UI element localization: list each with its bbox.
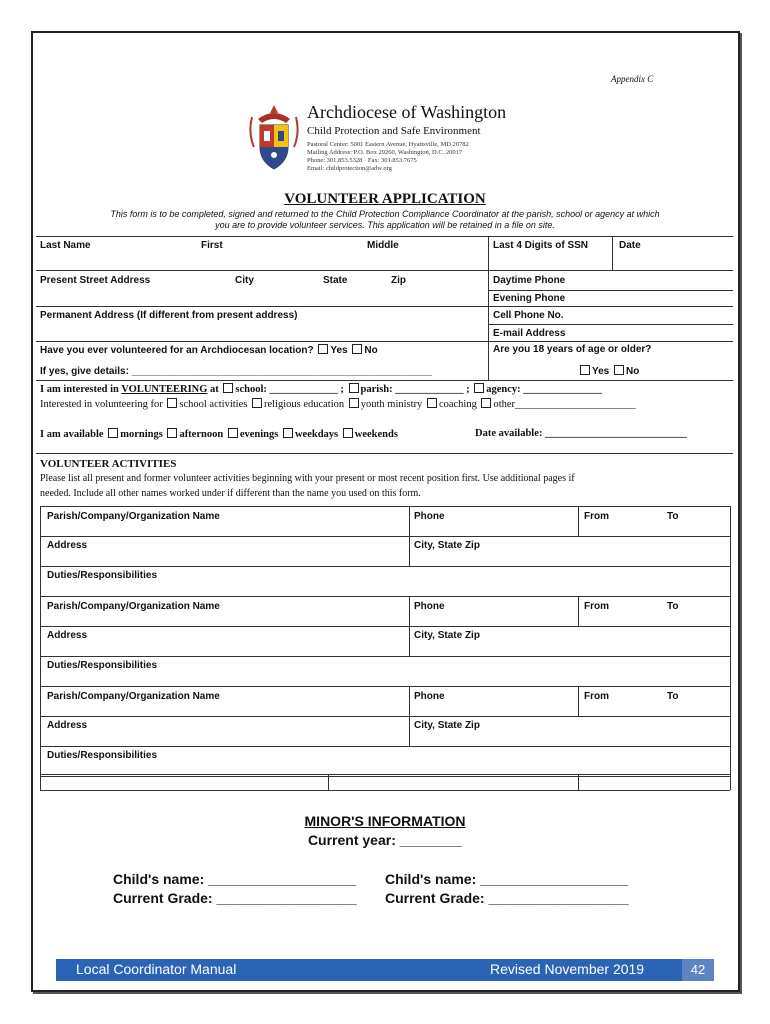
availability-line <box>40 428 398 440</box>
youth-ministry-checkbox[interactable] <box>349 398 359 408</box>
duties-label: Duties/Responsibilities <box>47 750 158 761</box>
rule <box>40 596 41 686</box>
rule <box>40 566 730 567</box>
rule <box>40 626 730 627</box>
rule <box>40 774 730 775</box>
interest-line <box>40 383 602 395</box>
religious-education-checkbox[interactable] <box>252 398 262 408</box>
volunteered-question <box>40 344 378 356</box>
to-label: To <box>667 691 679 702</box>
archdiocese-crest-logo <box>248 103 300 175</box>
rule <box>409 686 410 746</box>
weekdays-label: weekdays <box>294 429 339 440</box>
footer-bar <box>56 959 714 981</box>
address-line: Pastoral Center: 5001 Eastern Avenue, Hyattsville, MD 20782 <box>307 141 469 148</box>
address-line: Mailing Address: P.O. Box 29260, Washington, D.C. 20017 <box>307 149 463 156</box>
mornings-label: mornings <box>120 429 163 440</box>
afternoon-label: afternoon <box>179 429 224 440</box>
afternoon-checkbox[interactable] <box>167 428 177 438</box>
address-label: Address <box>47 630 88 641</box>
rule <box>578 506 579 536</box>
parish-field[interactable]: parish: _____________ ; <box>360 384 470 395</box>
from-label: From <box>584 511 609 522</box>
date-label: Date <box>619 240 641 251</box>
school-field[interactable]: school: _____________ ; <box>235 384 344 395</box>
youth-ministry-label: youth ministry <box>360 399 423 410</box>
appendix-label: Appendix C <box>611 74 654 84</box>
rule <box>40 686 41 776</box>
interest-keyword: VOLUNTEERING <box>121 384 208 395</box>
weekends-label: weekends <box>354 429 398 440</box>
yes-label: Yes <box>592 366 610 377</box>
interest-prefix: I am interested in <box>40 384 119 395</box>
weekends-checkbox[interactable] <box>343 428 353 438</box>
rule <box>578 686 579 716</box>
school-activities-label: school activities <box>179 399 248 410</box>
interest-areas-prefix: Interested in volunteering for <box>40 399 163 410</box>
ssn-label: Last 4 Digits of SSN <box>493 240 589 251</box>
city-state-zip-label: City, State Zip <box>414 720 480 731</box>
rule <box>409 596 410 656</box>
rule <box>40 596 730 597</box>
rule <box>488 290 733 291</box>
school-activities-checkbox[interactable] <box>167 398 177 408</box>
rule <box>488 236 489 380</box>
coaching-checkbox[interactable] <box>427 398 437 408</box>
evening-phone-label: Evening Phone <box>493 293 566 304</box>
evenings-label: evenings <box>239 429 279 440</box>
activities-description: Please list all present and former volunteer activities beginning with your present or most recent position first. Use additional pages if <box>40 473 575 484</box>
phone-label: Phone <box>414 601 445 612</box>
other-checkbox[interactable] <box>481 398 491 408</box>
rule <box>40 506 730 507</box>
yes-checkbox[interactable] <box>318 344 328 354</box>
no-label: No <box>626 366 640 377</box>
organization-name-label: Parish/Company/Organization Name <box>47 691 220 702</box>
minor-info-title: MINOR'S INFORMATION <box>304 813 466 829</box>
age-question: Are you 18 years of age or older? <box>493 344 652 355</box>
rule <box>488 324 733 325</box>
activities-title: VOLUNTEER ACTIVITIES <box>40 458 177 470</box>
child-grade-field[interactable]: Current Grade: __________________ <box>385 890 629 906</box>
address-line: Email: childprotection@adw.org <box>307 165 392 172</box>
city-state-zip-label: City, State Zip <box>414 630 480 641</box>
address-label: Address <box>47 720 88 731</box>
rule <box>36 270 733 271</box>
rule <box>40 716 730 717</box>
footer-revision: Revised November 2019 <box>490 961 645 977</box>
school-checkbox[interactable] <box>223 383 233 393</box>
organization-name-label: Parish/Company/Organization Name <box>47 511 220 522</box>
agency-field[interactable]: agency: _______________ <box>486 384 603 395</box>
organization-title: Archdiocese of Washington <box>307 102 507 122</box>
page-number: 42 <box>682 959 714 981</box>
duties-label: Duties/Responsibilities <box>47 660 158 671</box>
organization-address <box>307 141 517 173</box>
age-answer <box>578 365 639 377</box>
first-name-label: First <box>201 240 223 251</box>
instructions-line: This form is to be completed, signed and returned to the Child Protection Compliance Coordinator at the parish, school or agency at which <box>110 209 660 219</box>
availability-prefix: I am available <box>40 429 104 440</box>
current-year-field[interactable]: Current year: ________ <box>307 832 463 848</box>
agency-checkbox[interactable] <box>474 383 484 393</box>
cell-phone-label: Cell Phone No. <box>493 310 564 321</box>
weekdays-checkbox[interactable] <box>283 428 293 438</box>
rule <box>36 380 733 381</box>
rule <box>578 596 579 626</box>
details-field[interactable]: If yes, give details: ______________________________________________________ <box>40 366 433 377</box>
rule <box>40 506 41 596</box>
age-yes-checkbox[interactable] <box>580 365 590 375</box>
rule <box>36 341 733 342</box>
other-field[interactable]: other_______________________ <box>493 399 636 410</box>
form-instructions <box>60 209 710 231</box>
to-label: To <box>667 601 679 612</box>
last-name-label: Last Name <box>40 240 91 251</box>
rule <box>578 774 579 790</box>
date-available-field[interactable]: Date available: ___________________________ <box>475 428 687 439</box>
rule <box>40 746 730 747</box>
rule <box>730 506 731 596</box>
footer-manual-title: Local Coordinator Manual <box>76 961 237 977</box>
permanent-address-label: Permanent Address (If different from present address) <box>40 310 298 321</box>
rule <box>730 596 731 686</box>
duties-label: Duties/Responsibilities <box>47 570 158 581</box>
no-checkbox[interactable] <box>352 344 362 354</box>
interest-areas-line <box>40 398 636 410</box>
from-label: From <box>584 691 609 702</box>
organization-name-label: Parish/Company/Organization Name <box>47 601 220 612</box>
address-label: Address <box>47 540 88 551</box>
daytime-phone-label: Daytime Phone <box>493 275 566 286</box>
mornings-checkbox[interactable] <box>108 428 118 438</box>
organization-subtitle: Child Protection and Safe Environment <box>307 125 481 137</box>
religious-education-label: religious education <box>263 399 345 410</box>
phone-label: Phone <box>414 691 445 702</box>
age-no-checkbox[interactable] <box>614 365 624 375</box>
child-name-field[interactable]: Child's name: ___________________ <box>113 871 357 887</box>
rule <box>730 774 731 790</box>
address-line: Phone: 301.853.5328 · Fax: 301.853.7675 <box>307 157 417 164</box>
rule <box>612 236 613 270</box>
rule <box>40 656 730 657</box>
child-name-field[interactable]: Child's name: ___________________ <box>385 871 629 887</box>
rule <box>40 776 730 777</box>
middle-name-label: Middle <box>367 240 399 251</box>
parish-checkbox[interactable] <box>349 383 359 393</box>
city-state-zip-label: City, State Zip <box>414 540 480 551</box>
form-title: VOLUNTEER APPLICATION <box>284 191 486 207</box>
rule <box>40 686 730 687</box>
rule <box>40 536 730 537</box>
street-address-label: Present Street Address <box>40 275 151 286</box>
email-label: E-mail Address <box>493 328 566 339</box>
rule <box>40 774 41 790</box>
volunteered-question-text: Have you ever volunteered for an Archdiocesan location? <box>40 345 314 356</box>
evenings-checkbox[interactable] <box>228 428 238 438</box>
instructions-line: you are to provide volunteer services. This application will be retained in a file on site. <box>215 220 555 230</box>
child-grade-field[interactable]: Current Grade: __________________ <box>113 890 357 906</box>
zip-label: Zip <box>391 275 406 286</box>
interest-at: at <box>210 384 219 395</box>
from-label: From <box>584 601 609 612</box>
rule <box>36 236 733 237</box>
rule <box>409 506 410 566</box>
rule <box>730 686 731 776</box>
activities-description: needed. Include all other names worked under if different than the name you used on this form. <box>40 488 421 499</box>
state-label: State <box>323 275 348 286</box>
to-label: To <box>667 511 679 522</box>
rule <box>328 774 329 790</box>
coaching-label: coaching <box>438 399 477 410</box>
city-label: City <box>235 275 254 286</box>
no-label: No <box>364 345 378 356</box>
rule <box>36 306 733 307</box>
yes-label: Yes <box>330 345 348 356</box>
rule <box>36 453 733 454</box>
phone-label: Phone <box>414 511 445 522</box>
rule <box>40 790 730 791</box>
